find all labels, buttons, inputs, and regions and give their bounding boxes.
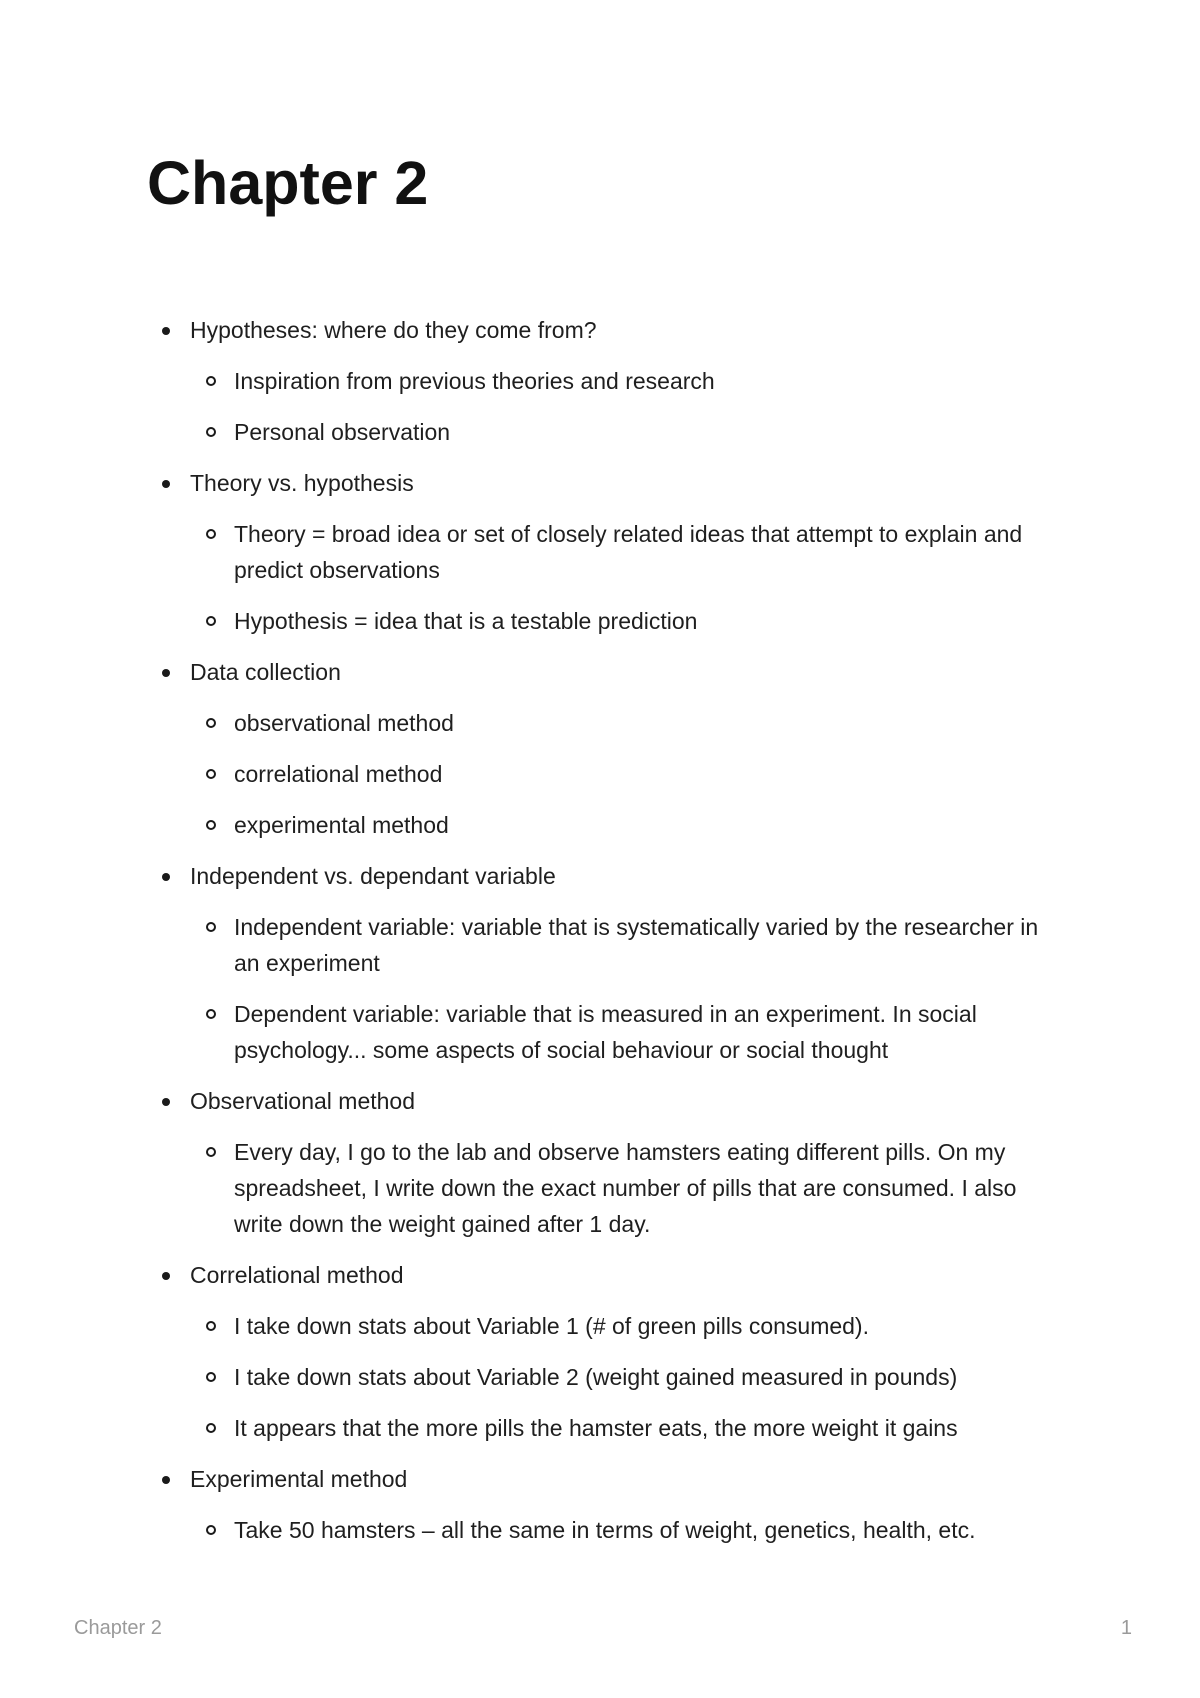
list-item-text: Data collection [190,659,341,685]
footer-page-number: 1 [1120,1617,1132,1639]
bullet-hollow-icon [206,376,216,386]
list-item-text: Independent vs. dependant variable [190,863,556,889]
bullet-hollow-icon [206,1372,216,1382]
bullet-hollow-icon [206,820,216,830]
sub-list-item [234,414,1070,450]
list-item-text: correlational method [234,761,443,787]
list-item [190,654,1070,690]
sub-list-item [234,756,1070,792]
list-item-text: Dependent variable: variable that is measured in an experiment. In social psychology... some aspects of social behaviour or social thought [234,1001,977,1063]
sub-list-item [234,1410,1070,1446]
bullet-filled-icon [162,873,170,881]
page-title: Chapter 2 [147,149,429,217]
list-item-text: It appears that the more pills the hamster eats, the more weight it gains [234,1415,958,1441]
sub-list-item [234,996,1070,1068]
bullet-filled-icon [162,1476,170,1484]
bullet-hollow-icon [206,1321,216,1331]
bullet-hollow-icon [206,1423,216,1433]
sub-list-item [234,807,1070,843]
bullet-hollow-icon [206,529,216,539]
list-item-text: Inspiration from previous theories and research [234,368,715,394]
sub-list-item [234,909,1070,981]
list-item-text: experimental method [234,812,449,838]
list-item [190,1461,1070,1497]
sub-list-item [234,1359,1070,1395]
list-item-text: Personal observation [234,419,451,445]
list-item-text: I take down stats about Variable 1 (# of green pills consumed). [234,1313,869,1339]
list-item [190,465,1070,501]
bullet-list [0,312,1200,1548]
bullet-filled-icon [162,1272,170,1280]
bullet-hollow-icon [206,769,216,779]
sub-list-item [234,516,1070,588]
bullet-filled-icon [162,480,170,488]
footer-chapter-label: Chapter 2 [74,1617,162,1639]
list-item [190,1257,1070,1293]
sub-list-item [234,603,1070,639]
list-item-text: Independent variable: variable that is systematically varied by the researcher in an experiment [234,914,1039,976]
bullet-hollow-icon [206,1525,216,1535]
list-item [190,312,1070,348]
list-item-text: I take down stats about Variable 2 (weight gained measured in pounds) [234,1364,958,1390]
list-item-text: Observational method [190,1088,416,1114]
bullet-hollow-icon [206,718,216,728]
bullet-hollow-icon [206,1147,216,1157]
list-item-text: Experimental method [190,1466,408,1492]
list-item-text: Hypothesis = idea that is a testable prediction [234,608,698,634]
list-item-text: Every day, I go to the lab and observe hamsters eating different pills. On my spreadsheet, I write down the exact number of pills that are consumed. I also write down the weight gained after 1 day. [234,1139,1017,1237]
bullet-hollow-icon [206,1009,216,1019]
bullet-hollow-icon [206,616,216,626]
list-item-text: observational method [234,710,454,736]
sub-list-item [234,1134,1070,1242]
list-item-text: Correlational method [190,1262,404,1288]
bullet-hollow-icon [206,922,216,932]
bullet-filled-icon [162,669,170,677]
list-item-text: Take 50 hamsters – all the same in terms of weight, genetics, health, etc. [234,1517,976,1543]
sub-list-item [234,705,1070,741]
list-item [190,1083,1070,1119]
bullet-filled-icon [162,327,170,335]
sub-list-item [234,363,1070,399]
list-item-text: Theory = broad idea or set of closely related ideas that attempt to explain and predict observations [234,521,1023,583]
list-item [190,858,1070,894]
bullet-filled-icon [162,1098,170,1106]
list-item-text: Hypotheses: where do they come from? [190,317,597,343]
sub-list-item [234,1512,1070,1548]
sub-list-item [234,1308,1070,1344]
list-item-text: Theory vs. hypothesis [190,470,414,496]
bullet-hollow-icon [206,427,216,437]
